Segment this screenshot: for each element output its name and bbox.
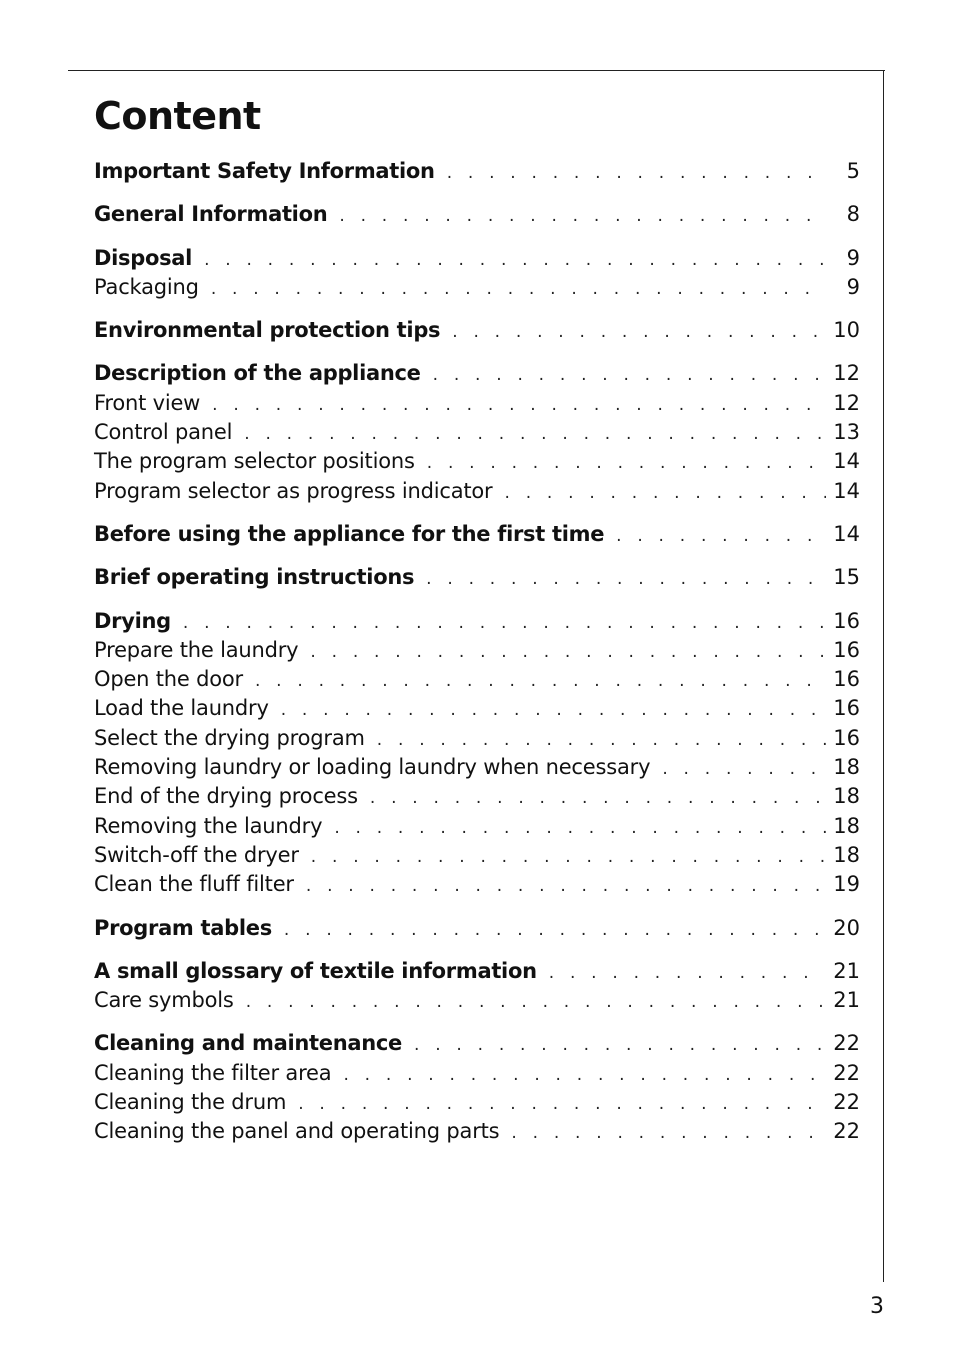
dot-leader xyxy=(426,565,826,594)
top-rule xyxy=(68,70,885,71)
dot-leader xyxy=(427,449,826,478)
toc-entry-page-number: 16 xyxy=(833,696,860,721)
toc-heading-row[interactable] xyxy=(94,359,860,388)
toc-entry-page-number: 21 xyxy=(833,988,860,1013)
dot-leader xyxy=(306,872,826,901)
toc-entry-page-number: 22 xyxy=(833,1060,860,1085)
toc-entry-label: Removing the laundry xyxy=(94,813,323,838)
toc-subentry-row[interactable] xyxy=(94,812,860,841)
toc-entry-page-number: 18 xyxy=(833,784,860,809)
toc-entry-label: Switch-off the dryer xyxy=(94,842,299,867)
dot-leader xyxy=(505,479,827,508)
toc-subentry-row[interactable] xyxy=(94,1117,860,1146)
toc-entry-page-number: 18 xyxy=(833,755,860,780)
table-of-contents xyxy=(94,157,860,1147)
toc-entry-page-number: 10 xyxy=(833,318,860,343)
dot-leader xyxy=(370,784,826,813)
dot-leader xyxy=(616,522,826,551)
toc-entry-label: Packaging xyxy=(94,274,199,299)
dot-leader xyxy=(244,420,826,449)
dot-leader xyxy=(433,361,826,390)
toc-heading-row[interactable] xyxy=(94,244,860,273)
toc-entry-page-number: 13 xyxy=(833,420,860,445)
toc-subentry-row[interactable] xyxy=(94,636,860,665)
dot-leader xyxy=(377,726,826,755)
toc-heading-row[interactable] xyxy=(94,563,860,592)
toc-entry-label: Control panel xyxy=(94,420,233,445)
toc-heading-row[interactable] xyxy=(94,157,860,186)
toc-subentry-row[interactable] xyxy=(94,753,860,782)
toc-entry-page-number: 16 xyxy=(833,725,860,750)
toc-subentry-row[interactable] xyxy=(94,418,860,447)
toc-entry-page-number: 22 xyxy=(833,1090,860,1115)
toc-entry-page-number: 5 xyxy=(846,159,860,183)
toc-subentry-row[interactable] xyxy=(94,1088,860,1117)
toc-entry-page-number: 16 xyxy=(833,637,860,662)
toc-entry-label: Removing laundry or loading laundry when necessary xyxy=(94,755,651,780)
toc-entry-label: Environmental protection tips xyxy=(94,318,441,343)
dot-leader xyxy=(204,246,826,275)
page-number: 3 xyxy=(870,1294,884,1319)
toc-subentry-row[interactable] xyxy=(94,694,860,723)
toc-entry-label: A small glossary of textile information xyxy=(94,958,537,983)
toc-entry-label: Cleaning the panel and operating parts xyxy=(94,1119,500,1144)
toc-entry-page-number: 12 xyxy=(833,390,860,415)
dot-leader xyxy=(447,159,826,188)
toc-entry-page-number: 20 xyxy=(833,915,860,940)
toc-entry-label: Clean the fluff filter xyxy=(94,872,294,897)
dot-leader xyxy=(298,1090,826,1119)
toc-entry-page-number: 14 xyxy=(833,521,860,546)
dot-leader xyxy=(549,959,826,988)
toc-subentry-row[interactable] xyxy=(94,477,860,506)
toc-entry-label: Brief operating instructions xyxy=(94,565,415,590)
toc-entry-label: Before using the appliance for the first time xyxy=(94,521,605,546)
toc-entry-page-number: 15 xyxy=(833,565,860,590)
toc-subentry-row[interactable] xyxy=(94,841,860,870)
toc-entry-page-number: 9 xyxy=(846,274,860,299)
dot-leader xyxy=(414,1031,826,1060)
toc-entry-label: Cleaning and maintenance xyxy=(94,1031,402,1056)
dot-leader xyxy=(310,638,826,667)
toc-entry-label: Select the drying program xyxy=(94,725,365,750)
toc-heading-row[interactable] xyxy=(94,316,860,345)
toc-subentry-row[interactable] xyxy=(94,273,860,302)
dot-leader xyxy=(343,1061,826,1090)
toc-entry-page-number: 18 xyxy=(833,842,860,867)
toc-entry-label: Cleaning the drum xyxy=(94,1090,287,1115)
dot-leader xyxy=(281,696,826,725)
toc-entry-page-number: 12 xyxy=(833,361,860,386)
toc-heading-row[interactable] xyxy=(94,914,860,943)
toc-entry-page-number: 21 xyxy=(833,958,860,983)
toc-subentry-row[interactable] xyxy=(94,389,860,418)
toc-subentry-row[interactable] xyxy=(94,447,860,476)
toc-entry-label: Important Safety Information xyxy=(94,159,435,183)
toc-entry-page-number: 16 xyxy=(833,608,860,633)
toc-entry-label: Prepare the laundry xyxy=(94,637,299,662)
dot-leader xyxy=(511,1119,826,1148)
toc-entry-label: The program selector positions xyxy=(94,449,415,474)
toc-subentry-row[interactable] xyxy=(94,665,860,694)
toc-entry-page-number: 8 xyxy=(846,202,860,227)
dot-leader xyxy=(183,609,826,638)
toc-entry-label: End of the drying process xyxy=(94,784,358,809)
toc-subentry-row[interactable] xyxy=(94,870,860,899)
toc-entry-page-number: 18 xyxy=(833,813,860,838)
toc-entry-label: Drying xyxy=(94,608,171,633)
dot-leader xyxy=(452,318,826,347)
toc-heading-row[interactable] xyxy=(94,200,860,229)
toc-subentry-row[interactable] xyxy=(94,724,860,753)
toc-heading-row[interactable] xyxy=(94,957,860,986)
toc-entry-label: Program tables xyxy=(94,915,272,940)
toc-entry-page-number: 14 xyxy=(833,478,860,503)
dot-leader xyxy=(311,843,826,872)
dot-leader xyxy=(211,275,826,304)
toc-heading-row[interactable] xyxy=(94,520,860,549)
toc-entry-page-number: 9 xyxy=(846,245,860,270)
dot-leader xyxy=(255,667,826,696)
toc-heading-row[interactable] xyxy=(94,1029,860,1058)
dot-leader xyxy=(662,755,826,784)
toc-entry-label: Description of the appliance xyxy=(94,361,421,386)
toc-entry-label: Load the laundry xyxy=(94,696,269,721)
toc-entry-label: Care symbols xyxy=(94,988,234,1013)
toc-entry-label: Front view xyxy=(94,390,201,415)
toc-entry-label: General Information xyxy=(94,202,328,227)
toc-subentry-row[interactable] xyxy=(94,1059,860,1088)
toc-entry-label: Program selector as progress indicator xyxy=(94,478,493,503)
toc-heading-row[interactable] xyxy=(94,607,860,636)
toc-entry-page-number: 22 xyxy=(833,1119,860,1144)
page-title: Content xyxy=(94,94,261,138)
dot-leader xyxy=(334,814,826,843)
dot-leader xyxy=(284,916,826,945)
toc-entry-label: Open the door xyxy=(94,667,243,692)
toc-entry-page-number: 14 xyxy=(833,449,860,474)
toc-entry-label: Disposal xyxy=(94,245,193,270)
toc-entry-page-number: 19 xyxy=(833,872,860,897)
dot-leader xyxy=(246,988,826,1017)
toc-entry-page-number: 16 xyxy=(833,667,860,692)
right-margin-rule xyxy=(883,70,884,1282)
toc-entry-label: Cleaning the filter area xyxy=(94,1060,332,1085)
dot-leader xyxy=(339,202,826,231)
toc-subentry-row[interactable] xyxy=(94,986,860,1015)
toc-entry-page-number: 22 xyxy=(833,1031,860,1056)
dot-leader xyxy=(212,391,826,420)
toc-subentry-row[interactable] xyxy=(94,782,860,811)
